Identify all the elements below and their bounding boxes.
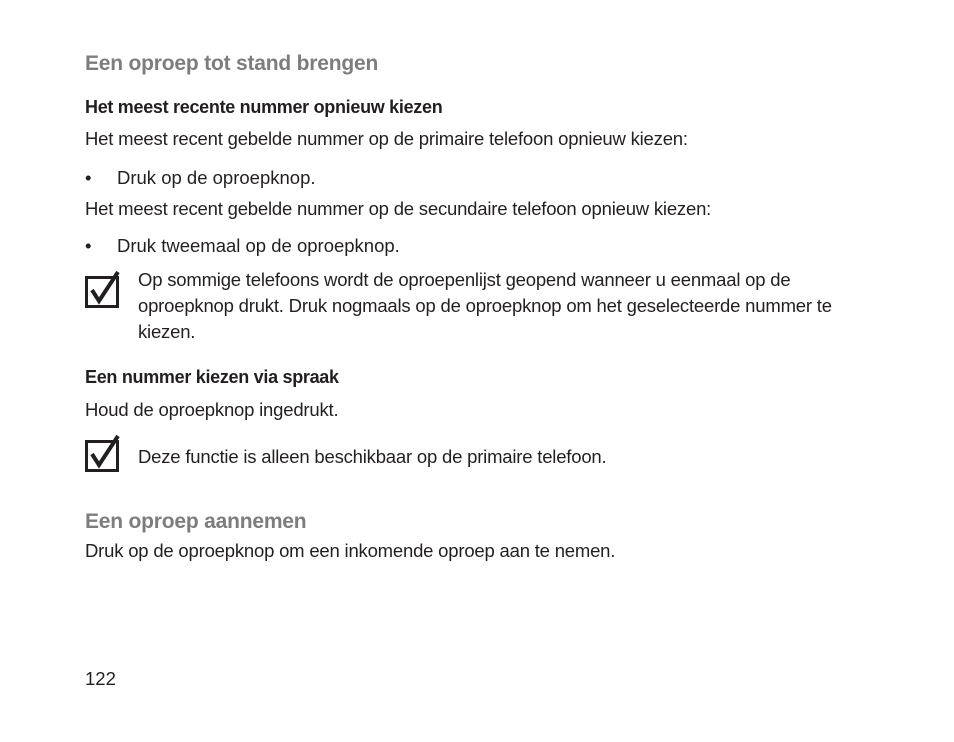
bullet-glyph: • [85,167,92,188]
section-heading-answer: Een oproep aannemen [85,510,307,533]
note-redial: Op sommige telefoons wordt de oproepenlijst geopend wanneer u eenmaal op de oproepknop drukt. Druk nogmaals op de oproepknop om het geselecteerde nummer te kiezen. [138,269,832,342]
redial-secondary-intro: Het meest recent gebelde nummer op de secundaire telefoon opnieuw kiezen: [85,198,712,219]
checkbox-check-icon [85,270,121,308]
bullet-glyph: • [85,235,92,256]
section-heading-call: Een oproep tot stand brengen [85,52,379,75]
redial-primary-bullet [85,167,316,189]
redial-secondary-bullet [85,235,400,257]
subheading-redial: Het meest recente nummer opnieuw kiezen [85,97,443,117]
checkbox-check-icon [85,434,121,472]
note-voice-dial: Deze functie is alleen beschikbaar op de primaire telefoon. [138,446,607,467]
bullet-text: Druk op de oproepknop. [117,167,316,188]
redial-primary-intro: Het meest recent gebelde nummer op de primaire telefoon opnieuw kiezen: [85,128,688,149]
subheading-voice-dial: Een nummer kiezen via spraak [85,367,339,387]
bullet-text: Druk tweemaal op de oproepknop. [117,235,400,256]
page-number: 122 [85,668,116,689]
answer-instruction: Druk op de oproepknop om een inkomende oproep aan te nemen. [85,540,616,561]
voice-dial-instruction: Houd de oproepknop ingedrukt. [85,399,339,420]
